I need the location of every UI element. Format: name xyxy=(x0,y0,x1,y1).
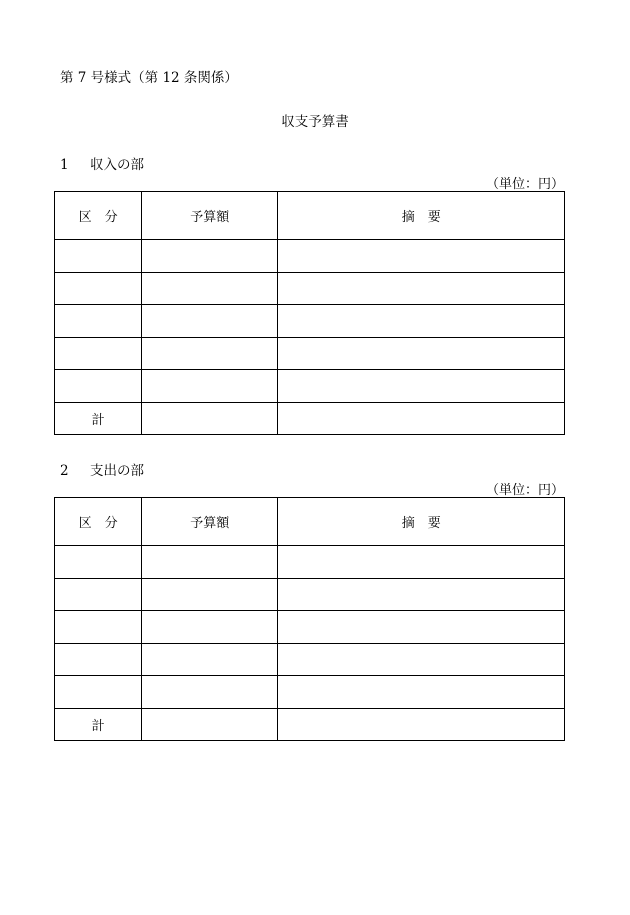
remarks-cell[interactable] xyxy=(278,337,565,370)
header-remarks: 摘 要 xyxy=(278,498,565,546)
table-row xyxy=(55,546,565,579)
remarks-cell[interactable] xyxy=(278,305,565,338)
table-header-row xyxy=(55,192,565,240)
remarks-cell[interactable] xyxy=(278,240,565,273)
table-header-row xyxy=(55,498,565,546)
budget-cell[interactable] xyxy=(142,546,278,579)
table-row xyxy=(55,643,565,676)
budget-cell[interactable] xyxy=(142,337,278,370)
header-category: 区 分 xyxy=(55,192,142,240)
total-budget-cell[interactable] xyxy=(142,708,278,741)
remarks-cell[interactable] xyxy=(278,676,565,709)
category-cell[interactable] xyxy=(55,546,142,579)
remarks-cell[interactable] xyxy=(278,272,565,305)
category-cell[interactable] xyxy=(55,337,142,370)
section-title: 収入の部 xyxy=(90,157,144,173)
header-budget: 予算額 xyxy=(142,498,278,546)
header-category: 区 分 xyxy=(55,498,142,546)
remarks-cell[interactable] xyxy=(278,643,565,676)
remarks-cell[interactable] xyxy=(278,611,565,644)
expenditure-table xyxy=(54,497,565,741)
section-number: 1 xyxy=(60,157,69,173)
budget-cell[interactable] xyxy=(142,240,278,273)
income-table xyxy=(54,191,565,435)
form-number: 第 7 号様式（第 12 条関係） xyxy=(60,70,238,86)
table-row xyxy=(55,272,565,305)
unit-note: （単位：円） xyxy=(485,483,564,498)
remarks-cell[interactable] xyxy=(278,546,565,579)
total-row xyxy=(55,708,565,741)
table-row xyxy=(55,337,565,370)
table-row xyxy=(55,578,565,611)
budget-cell[interactable] xyxy=(142,611,278,644)
total-remarks-cell[interactable] xyxy=(278,708,565,741)
remarks-cell[interactable] xyxy=(278,578,565,611)
category-cell[interactable] xyxy=(55,676,142,709)
section-number: 2 xyxy=(60,463,69,479)
category-cell[interactable] xyxy=(55,643,142,676)
budget-cell[interactable] xyxy=(142,578,278,611)
table-row xyxy=(55,240,565,273)
unit-note: （単位：円） xyxy=(485,177,564,192)
category-cell[interactable] xyxy=(55,240,142,273)
category-cell[interactable] xyxy=(55,578,142,611)
section-heading-expenditure xyxy=(60,459,144,479)
total-label: 計 xyxy=(55,708,142,741)
budget-cell[interactable] xyxy=(142,643,278,676)
section-heading-income xyxy=(60,153,144,173)
document-title: 収支予算書 xyxy=(281,114,349,130)
category-cell[interactable] xyxy=(55,305,142,338)
budget-cell[interactable] xyxy=(142,676,278,709)
total-remarks-cell[interactable] xyxy=(278,402,565,435)
category-cell[interactable] xyxy=(55,272,142,305)
budget-cell[interactable] xyxy=(142,272,278,305)
table-row xyxy=(55,611,565,644)
header-budget: 予算額 xyxy=(142,192,278,240)
total-budget-cell[interactable] xyxy=(142,402,278,435)
table-row xyxy=(55,305,565,338)
category-cell[interactable] xyxy=(55,611,142,644)
category-cell[interactable] xyxy=(55,370,142,403)
total-label: 計 xyxy=(55,402,142,435)
table-row xyxy=(55,370,565,403)
total-row xyxy=(55,402,565,435)
remarks-cell[interactable] xyxy=(278,370,565,403)
table-row xyxy=(55,676,565,709)
budget-cell[interactable] xyxy=(142,305,278,338)
header-remarks: 摘 要 xyxy=(278,192,565,240)
budget-cell[interactable] xyxy=(142,370,278,403)
section-title: 支出の部 xyxy=(90,463,144,479)
